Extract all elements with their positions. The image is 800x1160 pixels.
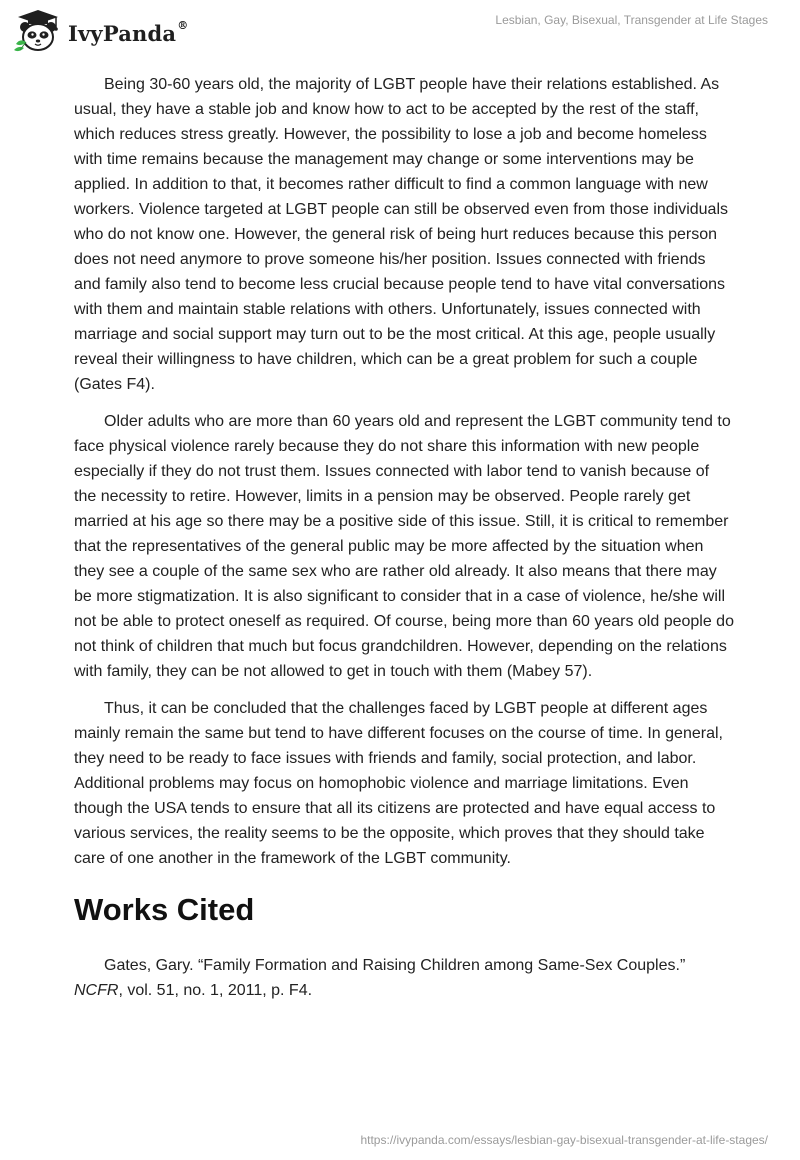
logo-text: IvyPanda® <box>68 18 189 46</box>
citation-journal: NCFR <box>74 982 119 999</box>
body-paragraph: Being 30-60 years old, the majority of LGBT people have their relations established. As usual, they have a stable job and know how to act to be accepted by the rest of the staff, which reduces stress greatly. However, the possibility to lose a job and become homeless with time remains because the management may change or some interventions may be applied. In addition to that, it becomes rather difficult to find a common language with new workers. Violence targeted at LGBT people can still be observed even from those individuals who do not know one. However, the general risk of being hurt reduces because this person does not need anymore to prove someone his/her position. Issues connected with friends and family also tend to become less crucial because people tend to have vital conversations with them and maintain stable relations with others. Unfortunately, issues connected with marriage and social support may turn out to be the most critical. At this age, people usually reveal their willingness to have children, which can be a great problem for such a couple (Gates F4). <box>74 76 728 393</box>
registered-mark: ® <box>177 18 189 32</box>
document-title: Lesbian, Gay, Bisexual, Transgender at Life Stages <box>495 13 768 27</box>
works-cited-heading: Works Cited <box>74 892 255 927</box>
panda-graduate-icon <box>12 8 64 52</box>
page-header <box>0 0 800 60</box>
source-url[interactable]: https://ivypanda.com/essays/lesbian-gay-bisexual-transgender-at-life-stages/ <box>360 1133 768 1147</box>
ivypanda-logo[interactable] <box>12 8 188 52</box>
body-paragraph: Thus, it can be concluded that the challenges faced by LGBT people at different ages mainly remain the same but tend to have different focuses on the course of time. In general, they need to be ready to face issues with friends and family, social protection, and labor. Additional problems may focus on homophobic violence and marriage limitations. Even though the USA tends to ensure that all its citizens are protected and have equal access to various services, the reality seems to be the opposite, which proves that they should take care of one another in the framework of the LGBT community. <box>74 700 723 867</box>
essay-content <box>74 72 734 1003</box>
citation-details: , vol. 51, no. 1, 2011, p. F4. <box>118 982 313 999</box>
body-paragraph: Older adults who are more than 60 years old and represent the LGBT community tend to face physical violence rarely because they do not share this information with new people especially if they do not trust them. Issues connected with labor tend to vanish because of the necessity to retire. However, limits in a pension may be observed. People rarely get married at his age so there may be a positive side of this issue. Still, it is critical to remember that the representatives of the general public may be more affected by the situation when they see a couple of the same sex who are rather old already. It also means that there may be more stigmatization. It is also significant to consider that in a case of violence, he/she will not be able to protect oneself as required. Of course, being more than 60 years old people do not think of children that much but focus grandchildren. However, depending on the relations with family, they can be not allowed to get in touch with them (Mabey 57). <box>74 413 734 680</box>
citation-text: Gates, Gary. “Family Formation and Raising Children among Same-Sex Couples.” <box>104 957 686 974</box>
citation-entry <box>74 953 734 1003</box>
